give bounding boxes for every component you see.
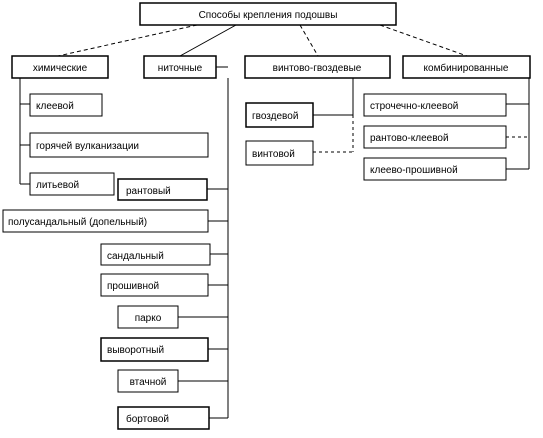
thread-connectors [178,67,228,418]
title-connectors [58,25,467,56]
thread-item-parko: парко [134,313,162,324]
thread-item-turned: выворотный [107,345,165,356]
combined-item-stitch-glue: строчечно-клеевой [370,101,459,112]
chemical-item-glue: клеевой [36,101,74,112]
category-thread-label: ниточные [157,63,203,74]
screw-nail-item-nailed: гвоздевой [252,111,299,122]
screw-nail-item-screwed: винтовой [252,149,295,160]
category-combined-label: комбинированные [423,63,509,74]
thread-item-semi-sandal: полусандальный (допельный) [8,217,148,228]
combined-connectors [506,78,529,169]
combined-item-welt-glue: рантово-клеевой [370,133,449,144]
chemical-item-hot-vulcanization: горячей вулканизации [36,141,140,152]
category-screw-nail-label: винтово-гвоздевые [272,63,362,74]
thread-item-stitched: прошивной [107,281,160,292]
chemical-connectors [20,78,30,184]
combined-item-glue-stitch: клеево-прошивной [370,165,458,176]
thread-item-welt: рантовый [126,186,171,197]
thread-item-bead: бортовой [126,414,170,425]
screw-nail-connectors [313,78,353,152]
thread-item-inseam: втачной [129,377,167,388]
thread-item-sandal: сандальный [107,251,164,262]
chemical-item-injection: литьевой [36,180,80,191]
category-chemical-label: химические [32,63,88,74]
diagram-title: Способы крепления подошвы [198,10,338,21]
